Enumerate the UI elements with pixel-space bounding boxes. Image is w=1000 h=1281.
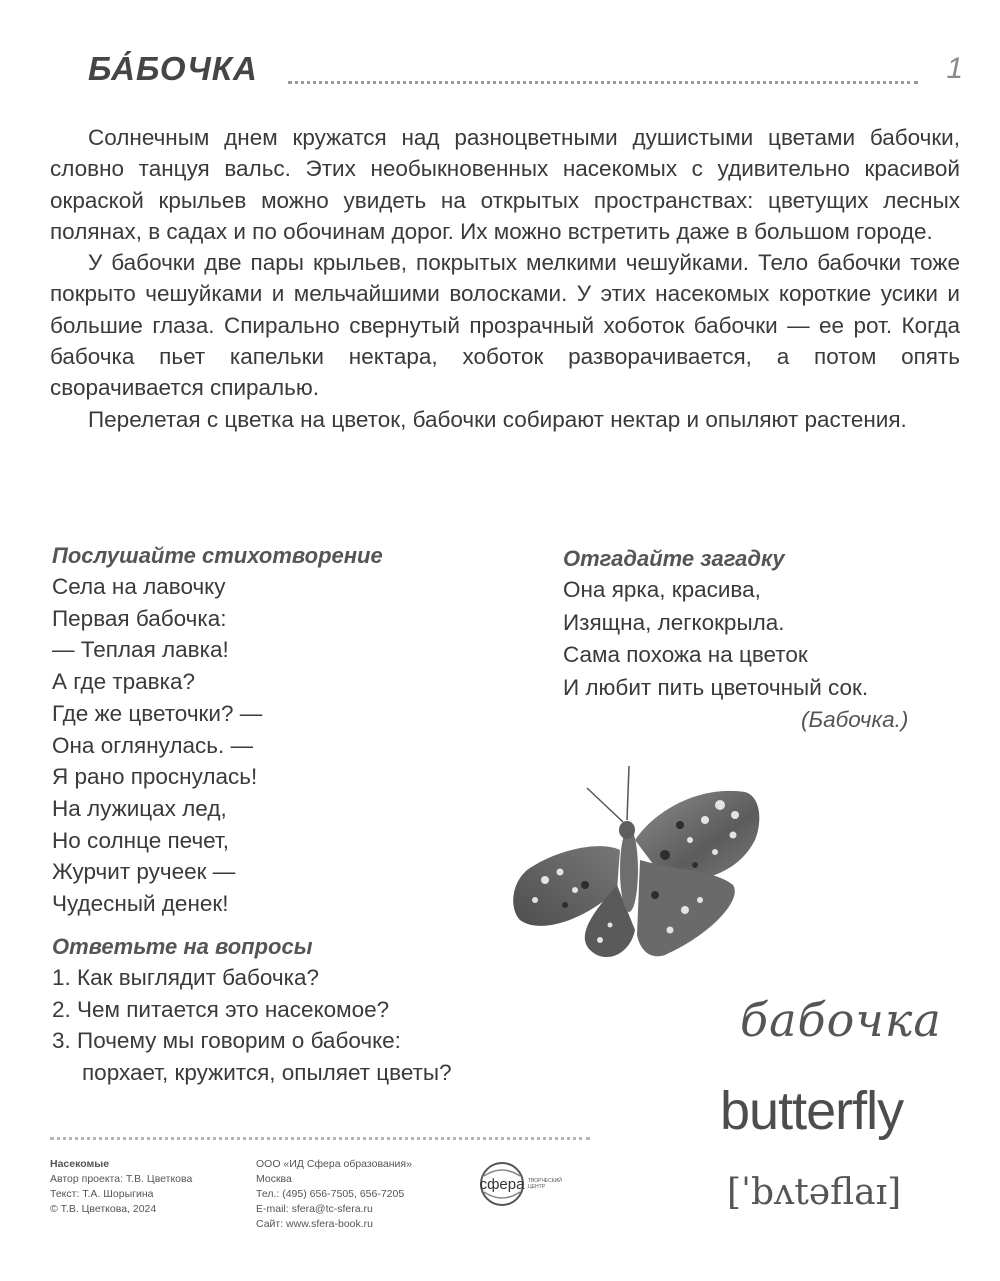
riddle-line: Она ярка, красива, — [563, 577, 761, 602]
poem-section — [52, 541, 492, 920]
questions-section — [52, 932, 552, 1088]
poem-line: Чудесный денек! — [52, 891, 229, 917]
poem-line: А где травка? — [52, 669, 195, 695]
poem-line: — Теплая лавка! — [52, 637, 229, 663]
sfera-logo — [474, 1160, 592, 1208]
riddle-line: Изящна, легкокрыла. — [563, 609, 785, 635]
footer-line: E-mail: sfera@tc-sfera.ru — [256, 1203, 373, 1215]
article-paragraph: Перелетая с цветка на цветок, бабочки собирают нектар и опыляют растения. — [88, 406, 907, 432]
transcription: [ˈbʌtəflaɪ] — [727, 1172, 902, 1213]
poem-line: Где же цветочки? — — [52, 700, 263, 726]
poem-heading: Послушайте стихотворение — [52, 543, 383, 568]
page-number: 1 — [946, 52, 963, 85]
poem-line: На лужицах лед, — [52, 795, 227, 821]
article-text — [50, 122, 960, 435]
footer-line: Тел.: (495) 656-7505, 656-7205 — [256, 1188, 405, 1200]
poem-line: Журчит ручеек — — [52, 859, 236, 885]
footer-publisher — [256, 1157, 412, 1232]
footer-line: ООО «ИД Сфера образования» — [256, 1158, 412, 1170]
poem-line: Первая бабочка: — [52, 605, 227, 631]
article-paragraph: Солнечным днем кружатся над разноцветными душистыми цветами бабочки, словно танцуя вальс. Этих необыкновенных насекомых с удивительно красивой окраской крыльев можно увидеть на открытых пространствах: цветущих лесных полянах, в садах и по обочинам дорог. Их можно встретить даже в большом городе. — [50, 125, 960, 244]
footer-line: Автор проекта: Т.В. Цветкова — [50, 1173, 193, 1185]
footer-series: Насекомые — [50, 1158, 110, 1170]
footer-line: © Т.В. Цветкова, 2024 — [50, 1203, 157, 1215]
article-paragraph: У бабочки две пары крыльев, покрытых мелкими чешуйками. Тело бабочки тоже покрыто чешуйками и мельчайшими волосками. У этих насекомых короткие усики и большие глаза. Спирально свернутый прозрачный хоботок бабочки — ее рот. Когда бабочка пьет капельки нектара, хоботок разворачивается, а потом опять сворачивается спиралью. — [50, 250, 960, 401]
riddle-section — [563, 544, 963, 737]
riddle-line: И любит пить цветочный сок. — [563, 674, 869, 700]
footer-credits — [50, 1157, 192, 1217]
poem-line: Но солнце печет, — [52, 827, 229, 853]
question-item: 3. Почему мы говорим о бабочке: — [52, 1028, 401, 1054]
page-header — [88, 50, 963, 94]
question-item: 2. Чем питается это насекомое? — [52, 996, 390, 1022]
riddle-line: Сама похожа на цветок — [563, 642, 808, 667]
riddle-heading: Отгадайте загадку — [563, 546, 785, 571]
questions-heading: Ответьте на вопросы — [52, 934, 313, 959]
logo-subtext: ТВОРЧЕСКИЙ — [528, 1178, 562, 1184]
question-continuation: порхает, кружится, опыляет цветы? — [82, 1059, 452, 1085]
riddle-answer: (Бабочка.) — [801, 707, 909, 732]
logo-subtext: ЦЕНТР — [528, 1184, 546, 1190]
title-dotted-leader — [288, 81, 918, 84]
question-item: 1. Как выглядит бабочка? — [52, 965, 320, 990]
footer-line: Москва — [256, 1173, 292, 1185]
poem-line: Я рано проснулась! — [52, 764, 258, 790]
page-title: БА́БОЧКА — [88, 50, 258, 87]
english-word: butterfly — [720, 1081, 904, 1141]
footer-line: Сайт: www.sfera-book.ru — [256, 1218, 373, 1230]
cursive-word: бабочка — [740, 993, 942, 1047]
logo-text: сфера — [479, 1176, 525, 1193]
poem-line: Села на лавочку — [52, 574, 226, 599]
poem-line: Она оглянулась. — — [52, 732, 254, 758]
footer-divider — [50, 1137, 590, 1140]
footer-line: Текст: Т.А. Шорыгина — [50, 1188, 154, 1200]
